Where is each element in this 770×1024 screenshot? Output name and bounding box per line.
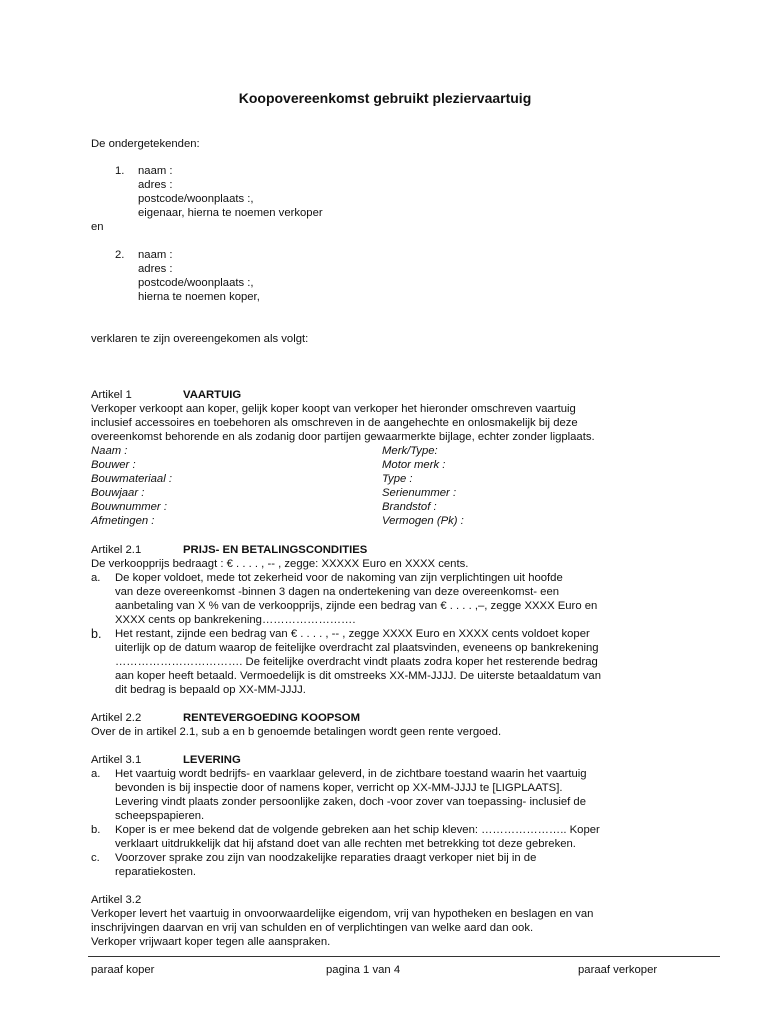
art31-a-marker: a. (91, 768, 101, 780)
art32-line: Verkoper vrijwaart koper tegen alle aanspraken. (91, 936, 331, 948)
art21-a-line: aanbetaling van X % van de verkoopprijs, zijnde een bedrag van € . . . . ,–, zegge XXXX Euro en (115, 600, 598, 612)
field-bouwmateriaal: Bouwmateriaal : (91, 473, 172, 485)
art31-b-marker: b. (91, 824, 101, 836)
art1-line: Verkoper verkoopt aan koper, gelijk koper koopt van verkoper het hieronder omschreven vaartuig (91, 403, 576, 415)
party2-name: naam : (138, 249, 173, 261)
party1-number: 1. (115, 165, 125, 177)
party1-role: eigenaar, hierna te noemen verkoper (138, 207, 323, 219)
party1-name: naam : (138, 165, 173, 177)
art1-heading: VAARTUIG (183, 389, 242, 401)
art32-label: Artikel 3.2 (91, 894, 142, 906)
field-brandstof: Brandstof : (382, 501, 437, 513)
field-merk-type: Merk/Type: (382, 445, 438, 457)
party2-address: adres : (138, 263, 173, 275)
field-afmetingen: Afmetingen : (91, 515, 155, 527)
agreement-text: verklaren te zijn overeengekomen als volgt: (91, 333, 309, 345)
art32-line: Verkoper levert het vaartuig in onvoorwaardelijke eigendom, vrij van hypotheken en beslagen en van (91, 908, 594, 920)
art21-b-line: uiterlijk op de datum waarop de feitelijke overdracht zal plaatsvinden, eveneens op bankrekening (115, 642, 599, 654)
art1-label: Artikel 1 (91, 389, 132, 401)
art31-b-line: Koper is er mee bekend dat de volgende gebreken aan het schip kleven: ………………….. Koper (115, 824, 600, 836)
art31-heading: LEVERING (183, 754, 241, 766)
field-type: Type : (382, 473, 413, 485)
party2-postcode: postcode/woonplaats :, (138, 277, 254, 289)
art21-b-line: Het restant, zijnde een bedrag van € . . . . , -- , zegge XXXX Euro en XXXX cents voldoet koper (115, 628, 590, 640)
art21-heading: PRIJS- EN BETALINGSCONDITIES (183, 544, 368, 556)
field-serienummer: Serienummer : (382, 487, 457, 499)
intro-text: De ondergetekenden: (91, 138, 200, 150)
art21-b-line: aan koper heeft betaald. Vermoedelijk is dit omstreeks XX-MM-JJJJ. De uiterste betaaldatum van (115, 670, 601, 682)
art31-a-line: Het vaartuig wordt bedrijfs- en vaarklaar geleverd, in de zichtbare toestand waarin het vaartuig (115, 768, 587, 780)
art21-b-line: ……………………………. De feitelijke overdracht vindt plaats zodra koper het resterende bedrag (115, 656, 598, 668)
footer-divider (88, 956, 720, 957)
field-bouwer: Bouwer : (91, 459, 136, 471)
art21-a-marker: a. (91, 572, 101, 584)
footer-paraaf-koper: paraaf koper (91, 964, 155, 976)
art31-a-line: scheepspapieren. (115, 810, 205, 822)
field-vermogen: Vermogen (Pk) : (382, 515, 464, 527)
art21-a-line: van deze overeenkomst -binnen 3 dagen na ondertekening van deze overeenkomst- een (115, 586, 560, 598)
field-bouwnummer: Bouwnummer : (91, 501, 167, 513)
field-naam: Naam : (91, 445, 128, 457)
footer-paraaf-verkoper: paraaf verkoper (578, 964, 658, 976)
party1-address: adres : (138, 179, 173, 191)
art21-a-line: De koper voldoet, mede tot zekerheid voor de nakoming van zijn verplichtingen uit hoofde (115, 572, 563, 584)
art31-c-line: reparatiekosten. (115, 866, 197, 878)
field-bouwjaar: Bouwjaar : (91, 487, 145, 499)
art1-line: inclusief accessoires en toebehoren als omschreven in de aangehechte en onlosmakelijk bij deze (91, 417, 578, 429)
art21-b-line: dit bedrag is bepaald op XX-MM-JJJJ. (115, 684, 306, 696)
art31-label: Artikel 3.1 (91, 754, 142, 766)
art32-line: inschrijvingen daarvan en vrij van schulden en of verplichtingen van welke aard dan ook. (91, 922, 534, 934)
party2-role: hierna te noemen koper, (138, 291, 260, 303)
footer-page-number: pagina 1 van 4 (326, 964, 401, 976)
art31-a-line: bevonden is bij inspectie door of namens koper, verricht op XX-MM-JJJJ te [LIGPLAATS]. (115, 782, 563, 794)
art1-line: overeenkomst behorende en als zodanig door partijen gewaarmerkte bijlage, echter zonder ligplaats. (91, 431, 595, 443)
art21-label: Artikel 2.1 (91, 544, 142, 556)
art22-line: Over de in artikel 2.1, sub a en b genoemde betalingen wordt geen rente vergoed. (91, 726, 502, 738)
party1-postcode: postcode/woonplaats :, (138, 193, 254, 205)
art31-c-line: Voorzover sprake zou zijn van noodzakelijke reparaties draagt verkoper niet bij in de (115, 852, 537, 864)
art21-a-line: XXXX cents op bankrekening……………………. (115, 614, 356, 626)
art31-a-line: Levering vindt plaats zonder persoonlijke zaken, doch -voor zover van toepassing- inclusief de (115, 796, 586, 808)
art31-b-line: verklaart uitdrukkelijk dat hij afstand doet van alle rechten met betrekking tot deze gebreken. (115, 838, 576, 850)
art22-label: Artikel 2.2 (91, 712, 142, 724)
conjunction-text: en (91, 221, 104, 233)
art31-c-marker: c. (91, 852, 100, 864)
art21-price-line: De verkoopprijs bedraagt : € . . . . , -- , zegge: XXXXX Euro en XXXX cents. (91, 558, 469, 570)
art21-b-marker: b. (91, 627, 102, 641)
art22-heading: RENTEVERGOEDING KOOPSOM (183, 712, 361, 724)
field-motor-merk: Motor merk : (382, 459, 446, 471)
document-title: Koopovereenkomst gebruikt pleziervaartuig (238, 90, 532, 106)
party2-number: 2. (115, 249, 125, 261)
